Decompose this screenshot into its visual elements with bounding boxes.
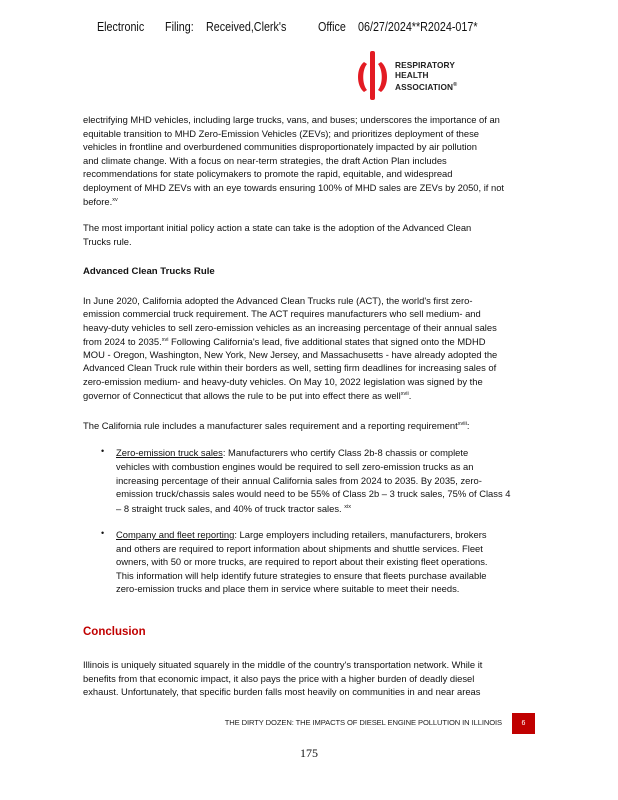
text-line: zero-emission trucks and place them in service where suitable to meet their needs. [116,583,460,594]
stamp-word: Received,Clerk's [206,20,287,34]
text-line: . [408,390,412,401]
text-line: – 8 straight truck sales, and 40% of truck tractor sales. [116,503,345,514]
text-line: equitable transition to MHD Zero-Emission Vehicles (ZEVs); and prioritizes deployment of these [83,128,480,139]
endnote-ref[interactable]: xix [344,504,351,510]
text-line: and climate change. With a focus on near-term strategies, the draft Action Plan includes [83,155,447,166]
stamp-word: Electronic [97,20,145,34]
text-line: emission truck/chassis sales would need to be 55% of Class 2b – 3 truck sales, 75% of Class 4 [116,488,511,499]
logo-line: ASSOCIATION [395,82,454,92]
text-line: Illinois is uniquely situated squarely in the middle of the country's transportation network. While it [83,659,483,670]
text-line: : [466,420,470,431]
text-line: : Manufacturers who certify Class 2b-8 chassis or complete [222,447,469,458]
text-line: from 2024 to 2035. [83,336,162,347]
endnote-ref[interactable]: xviii [457,421,467,427]
bullet-label: Company and fleet reporting [116,529,235,540]
footer-title: THE DIRTY DOZEN: THE IMPACTS OF DIESEL ENGINE POLLUTION IN ILLINOIS [224,718,502,727]
text-line: and others are required to report information about shipments and shuttle services. Fleet [116,543,483,554]
text-line: The most important initial policy action a state can take is the adoption of the Advanced Clean [83,222,472,233]
logo-line: RESPIRATORY [395,60,455,70]
respiratory-health-association-logo-icon [355,50,391,100]
text-line: increasing percentage of their annual California sales from 2024 to 2035. By 2035, zero- [116,475,482,486]
text-line: MOU - Oregon, Washington, New York, New Jersey, and Massachusetts - have already adopted the [83,349,498,360]
filing-stamp [0,20,618,36]
text-line: This information will help identify future strategies to ensure that fleets purchase available [116,570,487,581]
page-number: 175 [300,746,318,760]
text-line: : Large employers including retailers, manufacturers, brokers [234,529,487,540]
text-line: Following California's lead, five additional states that signed onto the MDHD [168,336,486,347]
endnote-ref[interactable]: xvii [400,391,409,397]
footer-page-box: 6 [512,713,535,734]
section-heading: Advanced Clean Trucks Rule [83,266,215,277]
text-line: exhaust. Unfortunately, that specific burden falls most heavily on communities in and near areas [83,686,481,697]
bullet-icon: • [101,446,105,456]
text-line: The California rule includes a manufacturer sales requirement and a reporting requirement [83,420,458,431]
text-line: electrifying MHD vehicles, including large trucks, vans, and buses; underscores the importance of an [83,114,500,125]
text-line: vehicles with combustion engines would be required to sell zero-emission trucks as an [116,461,474,472]
text-line: deployment of MHD ZEVs with an eye towards ensuring 100% of MHD sales are ZEVs by 2050, if not [83,182,505,193]
text-line: governor of Connecticut that allows the rule to be put into effect there as well [83,390,401,401]
text-line: emission commercial truck requirement. The ACT requires manufacturers who sell medium- and [83,308,481,319]
stamp-word: Filing: [165,20,194,34]
text-line: Trucks rule. [83,236,132,247]
text-line: Advanced Clean Truck rule within their borders as well, setting firm deadlines for increasing sales of [83,362,497,373]
text-line: before. [83,196,113,207]
text-line: owners, with 50 or more trucks, are required to report about their existing fleet operations. [116,556,488,567]
stamp-word: 06/27/2024**R2024-017* [358,20,478,34]
bullet-label: Zero-emission truck sales [116,447,223,458]
endnote-ref[interactable]: xvi [161,337,169,343]
text-line: heavy-duty vehicles to sell zero-emission vehicles as an increasing percentage of their annual sales [83,322,497,333]
text-line: In June 2020, California adopted the Advanced Clean Trucks rule (ACT), the world's first zero- [83,295,473,306]
text-line: zero-emission medium- and heavy-duty vehicles. On May 10, 2022 legislation was signed by the [83,376,483,387]
registered-mark: ® [453,82,458,88]
logo-line: HEALTH [395,70,429,80]
text-line: recommendations for state policymakers to promote the rapid, equitable, and widespread [83,168,453,179]
endnote-ref[interactable]: xv [112,197,118,203]
text-line: vehicles in frontline and overburdened communities disproportionately impacted by air pollution [83,141,477,152]
text-line: benefits from that economic impact, it also pays the price with a higher burden of deadly diesel [83,673,475,684]
bullet-icon: • [101,528,105,538]
logo-text [395,60,457,92]
stamp-word: Office [318,20,346,34]
section-heading: Conclusion [83,626,146,638]
